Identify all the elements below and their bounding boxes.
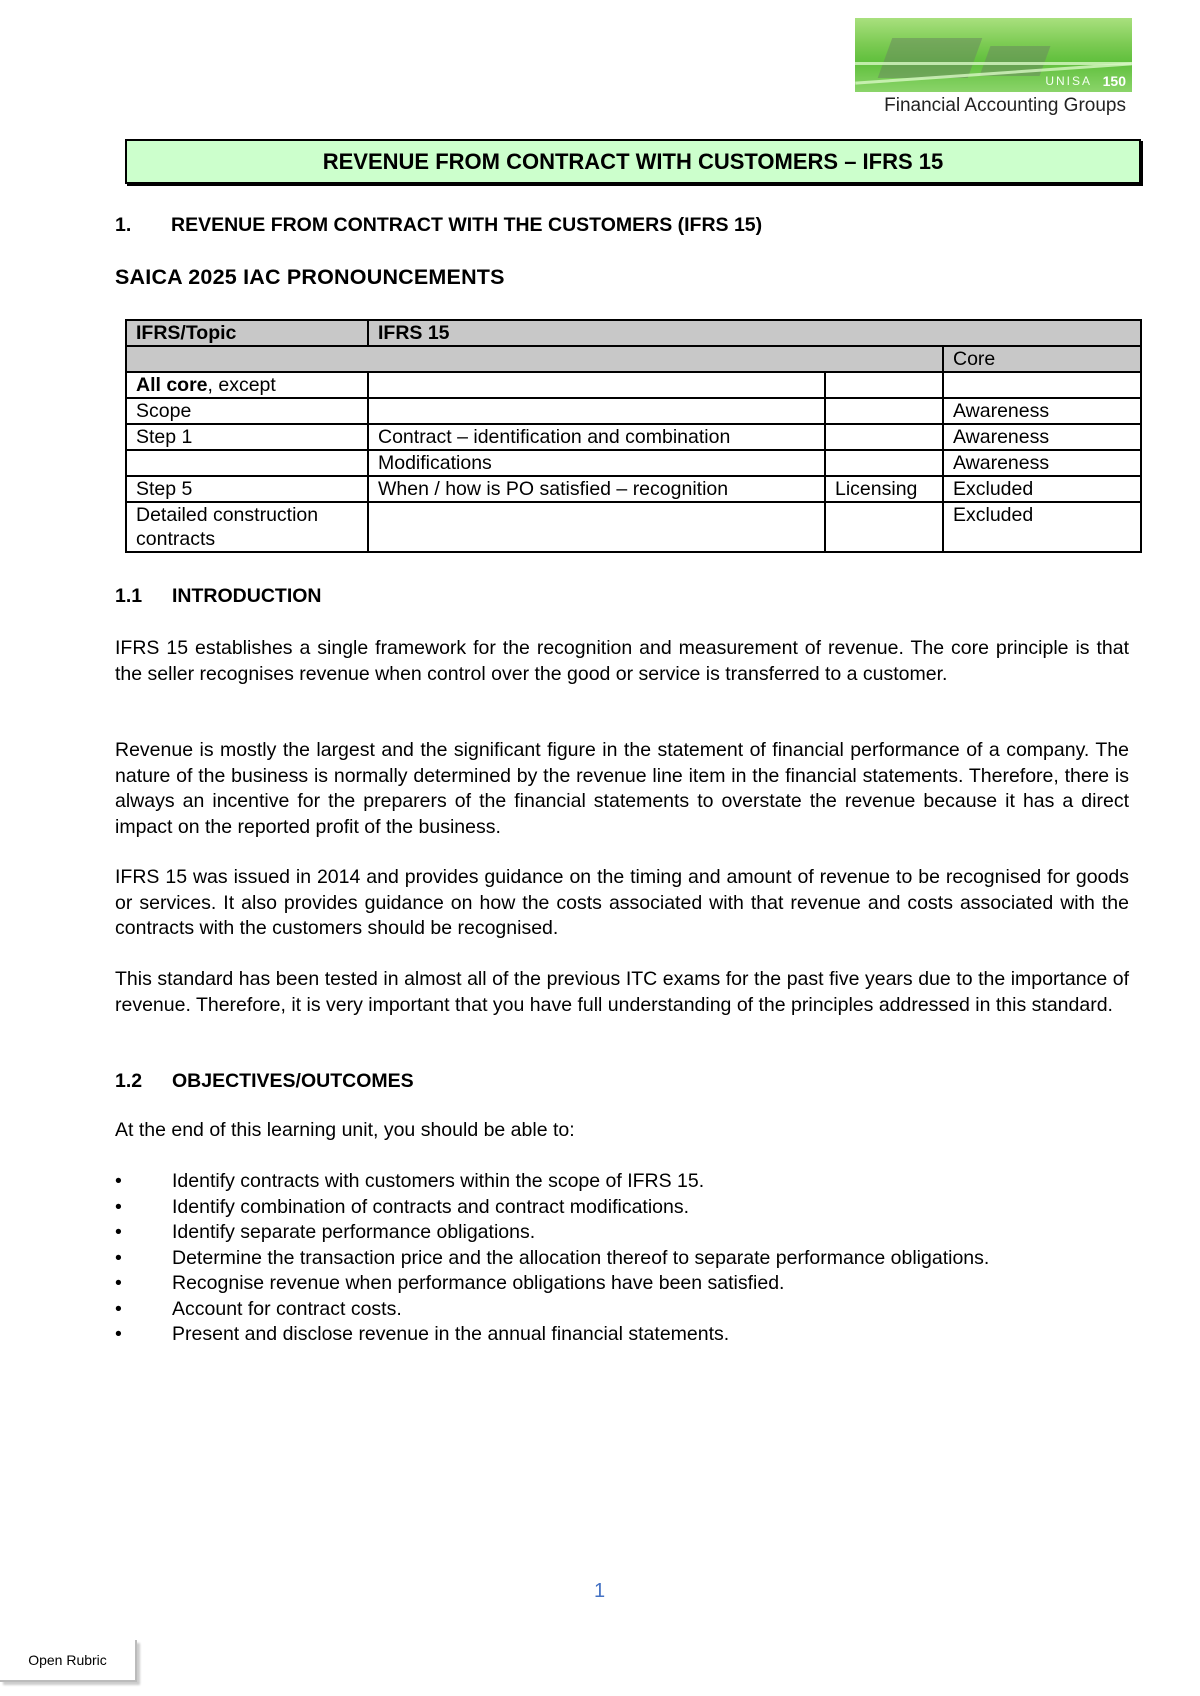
table-cell [368,372,825,398]
all-core-label: All core [136,374,208,396]
section-number: 1.1 [115,585,143,607]
bullet-icon: • [115,1323,122,1345]
table-cell [368,502,825,552]
page-number: 1 [594,1580,606,1602]
table-cell [126,346,943,372]
table-header-row [126,320,1141,346]
list-item: • Identify combination of contracts and contract modifications. [115,1195,989,1221]
table-cell: Awareness [943,398,1141,424]
intro-paragraph-3: IFRS 15 was issued in 2014 and provides guidance on the timing and amount of revenue to be recognised for goods or services. It also provides guidance on how the costs associated with that revenue and costs associated with the contracts with the customers should be recognised. [115,866,1129,939]
bullet-icon: • [115,1195,122,1218]
table-header-cell: IFRS 15 [368,320,1141,346]
intro-paragraph-4: This standard has been tested in almost all of the previous ITC exams for the past five years due to the importance of revenue. Therefore, it is very important that you have full understanding of the principles addressed in this standard. [115,968,1129,1016]
table-cell [943,372,1141,398]
table-subheader-row [126,346,1141,372]
objectives-heading [115,1070,414,1093]
pronouncements-table [125,319,1142,553]
saica-heading: SAICA 2025 IAC PRONOUNCEMENTS [115,265,505,289]
table-cell: Detailed construction contracts [126,502,368,552]
table-cell: Excluded [943,476,1141,502]
list-item: • Account for contract costs. [115,1297,989,1323]
table-subheader-cell: Core [943,346,1141,372]
document-title: REVENUE FROM CONTRACT WITH CUSTOMERS – IFRS 15 [125,139,1141,184]
table-cell: When / how is PO satisfied – recognition [368,476,825,502]
table-cell [825,450,943,476]
objectives-list [115,1169,989,1348]
list-item: • Identify contracts with customers within the scope of IFRS 15. [115,1169,989,1195]
group-name: Financial Accounting Groups [884,95,1126,116]
bullet-icon: • [115,1297,122,1320]
table-row [126,450,1141,476]
logo-year: 150 [1102,73,1126,89]
bullet-icon: • [115,1246,122,1269]
table-row [126,502,1141,552]
table-cell [126,450,368,476]
all-core-suffix: , except [207,374,276,396]
section-title: OBJECTIVES/OUTCOMES [172,1070,414,1092]
section-title: REVENUE FROM CONTRACT WITH THE CUSTOMERS (IFRS 15) [171,214,763,236]
table-cell: Awareness [943,424,1141,450]
table-header-cell: IFRS/Topic [126,320,368,346]
table-cell [825,372,943,398]
table-row [126,476,1141,502]
table-cell [368,398,825,424]
table-cell: Step 5 [126,476,368,502]
introduction-heading [115,585,322,608]
table-cell: Contract – identification and combination [368,424,825,450]
table-row [126,372,1141,398]
intro-paragraph-1: IFRS 15 establishes a single framework for the recognition and measurement of revenue. The core principle is that the seller recognises revenue when control over the good or service is transferred to a customer. [115,637,1129,685]
bullet-icon: • [115,1170,122,1192]
list-item: • Identify separate performance obligations. [115,1220,989,1246]
table-cell: Modifications [368,450,825,476]
section-title: INTRODUCTION [172,585,322,607]
section-number: 1.2 [115,1070,143,1092]
table-row [126,398,1141,424]
list-item: • Determine the transaction price and the allocation thereof to separate performance obligations. [115,1246,989,1272]
table-cell: Excluded [943,502,1141,552]
intro-paragraph-2: Revenue is mostly the largest and the significant figure in the statement of financial performance of a company. The nature of the business is normally determined by the revenue line item in the financial statements. Therefore, there is always an incentive for the preparers of the financial statements to overstate the revenue because it has a direct impact on the reported profit of the business. [115,739,1129,838]
unisa-logo-icon [855,18,1132,92]
list-item: • Recognise revenue when performance obligations have been satisfied. [115,1271,989,1297]
objectives-lead: At the end of this learning unit, you should be able to: [115,1119,575,1141]
list-item: • Present and disclose revenue in the annual financial statements. [115,1322,989,1348]
bullet-icon: • [115,1272,122,1294]
section-number: 1. [115,214,132,236]
table-cell: Awareness [943,450,1141,476]
table-cell: Scope [126,398,368,424]
table-cell [825,502,943,552]
table-cell [825,424,943,450]
table-cell: Licensing [825,476,943,502]
table-cell: Step 1 [126,424,368,450]
logo-text: UNISA [1045,74,1092,88]
section-1-heading [115,214,762,237]
table-cell [825,398,943,424]
table-cell [126,372,368,398]
bullet-icon: • [115,1221,122,1243]
open-rubric-button[interactable]: Open Rubric [0,1640,137,1682]
table-row [126,424,1141,450]
